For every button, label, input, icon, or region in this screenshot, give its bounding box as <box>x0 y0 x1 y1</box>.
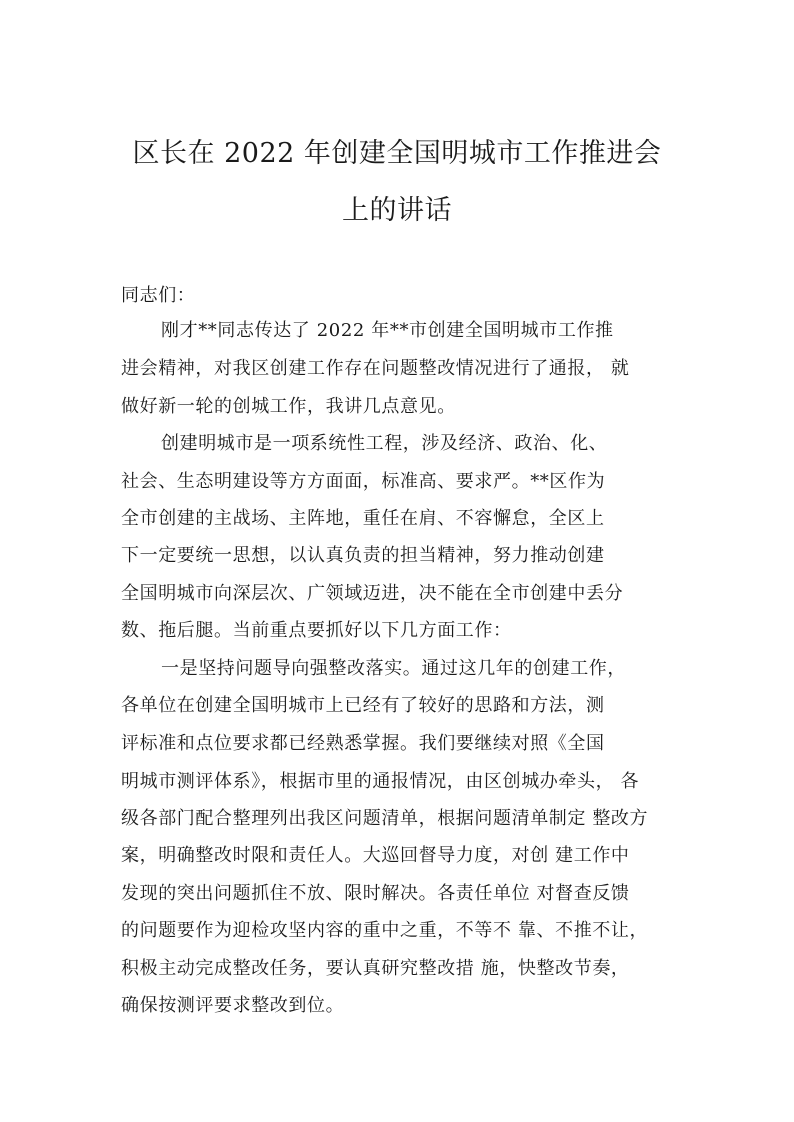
paragraph-line: 一是坚持问题导向强整改落实。通过这几年的创建工作， <box>161 658 626 679</box>
salutation: 同志们： <box>121 285 196 306</box>
paragraph-line: 做好新一轮的创城工作，我讲几点意见。 <box>121 396 456 417</box>
document-title-line-1: 区长在 2022 年创建全国明城市工作推进会 <box>132 138 662 169</box>
document-title-line-2: 上的讲话 <box>342 195 452 226</box>
paragraph-line: 进会精神，对我区创建工作存在问题整改情况进行了通报， 就 <box>121 358 630 379</box>
paragraph-line: 明城市测评体系》，根据市里的通报情况，由区创城办牵头， 各 <box>121 771 640 792</box>
paragraph-line: 评标准和点位要求都已经熟悉掌握。我们要继续对照《全国 <box>121 733 605 754</box>
paragraph-line: 级各部门配合整理列出我区问题清单，根据问题清单制定 整改方 <box>121 808 649 829</box>
paragraph-line: 下一定要统一思想，以认真负责的担当精神，努力推动创建 <box>121 545 605 566</box>
paragraph-line: 各单位在创建全国明城市上已经有了较好的思路和方法，测 <box>121 695 605 716</box>
paragraph-line: 积极主动完成整改任务，要认真研究整改措 施，快整改节奏， <box>121 958 630 979</box>
paragraph-line: 确保按测评要求整改到位。 <box>121 995 345 1016</box>
paragraph-line: 全市创建的主战场、主阵地，重任在肩、不容懈怠，全区上 <box>121 508 605 529</box>
paragraph-line: 全国明城市向深层次、广领域迈进，决不能在全市创建中丢分 <box>121 583 624 604</box>
paragraph-line: 数、拖后腿。当前重点要抓好以下几方面工作： <box>121 620 512 641</box>
paragraph-line: 创建明城市是一项系统性工程，涉及经济、政治、化、 <box>161 433 608 454</box>
paragraph-line: 刚才**同志传达了 2022 年**市创建全国明城市工作推 <box>161 320 614 341</box>
paragraph-line: 社会、生态明建设等方方面面，标准高、要求严。**区作为 <box>121 471 606 492</box>
paragraph-line: 案，明确整改时限和责任人。大巡回督导力度，对创 建工作中 <box>121 845 630 866</box>
paragraph-line: 的问题要作为迎检攻坚内容的重中之重，不等不 靠、不推不让， <box>121 920 649 941</box>
paragraph-line: 发现的突出问题抓住不放、限时解决。各责任单位 对督查反馈 <box>121 883 630 904</box>
